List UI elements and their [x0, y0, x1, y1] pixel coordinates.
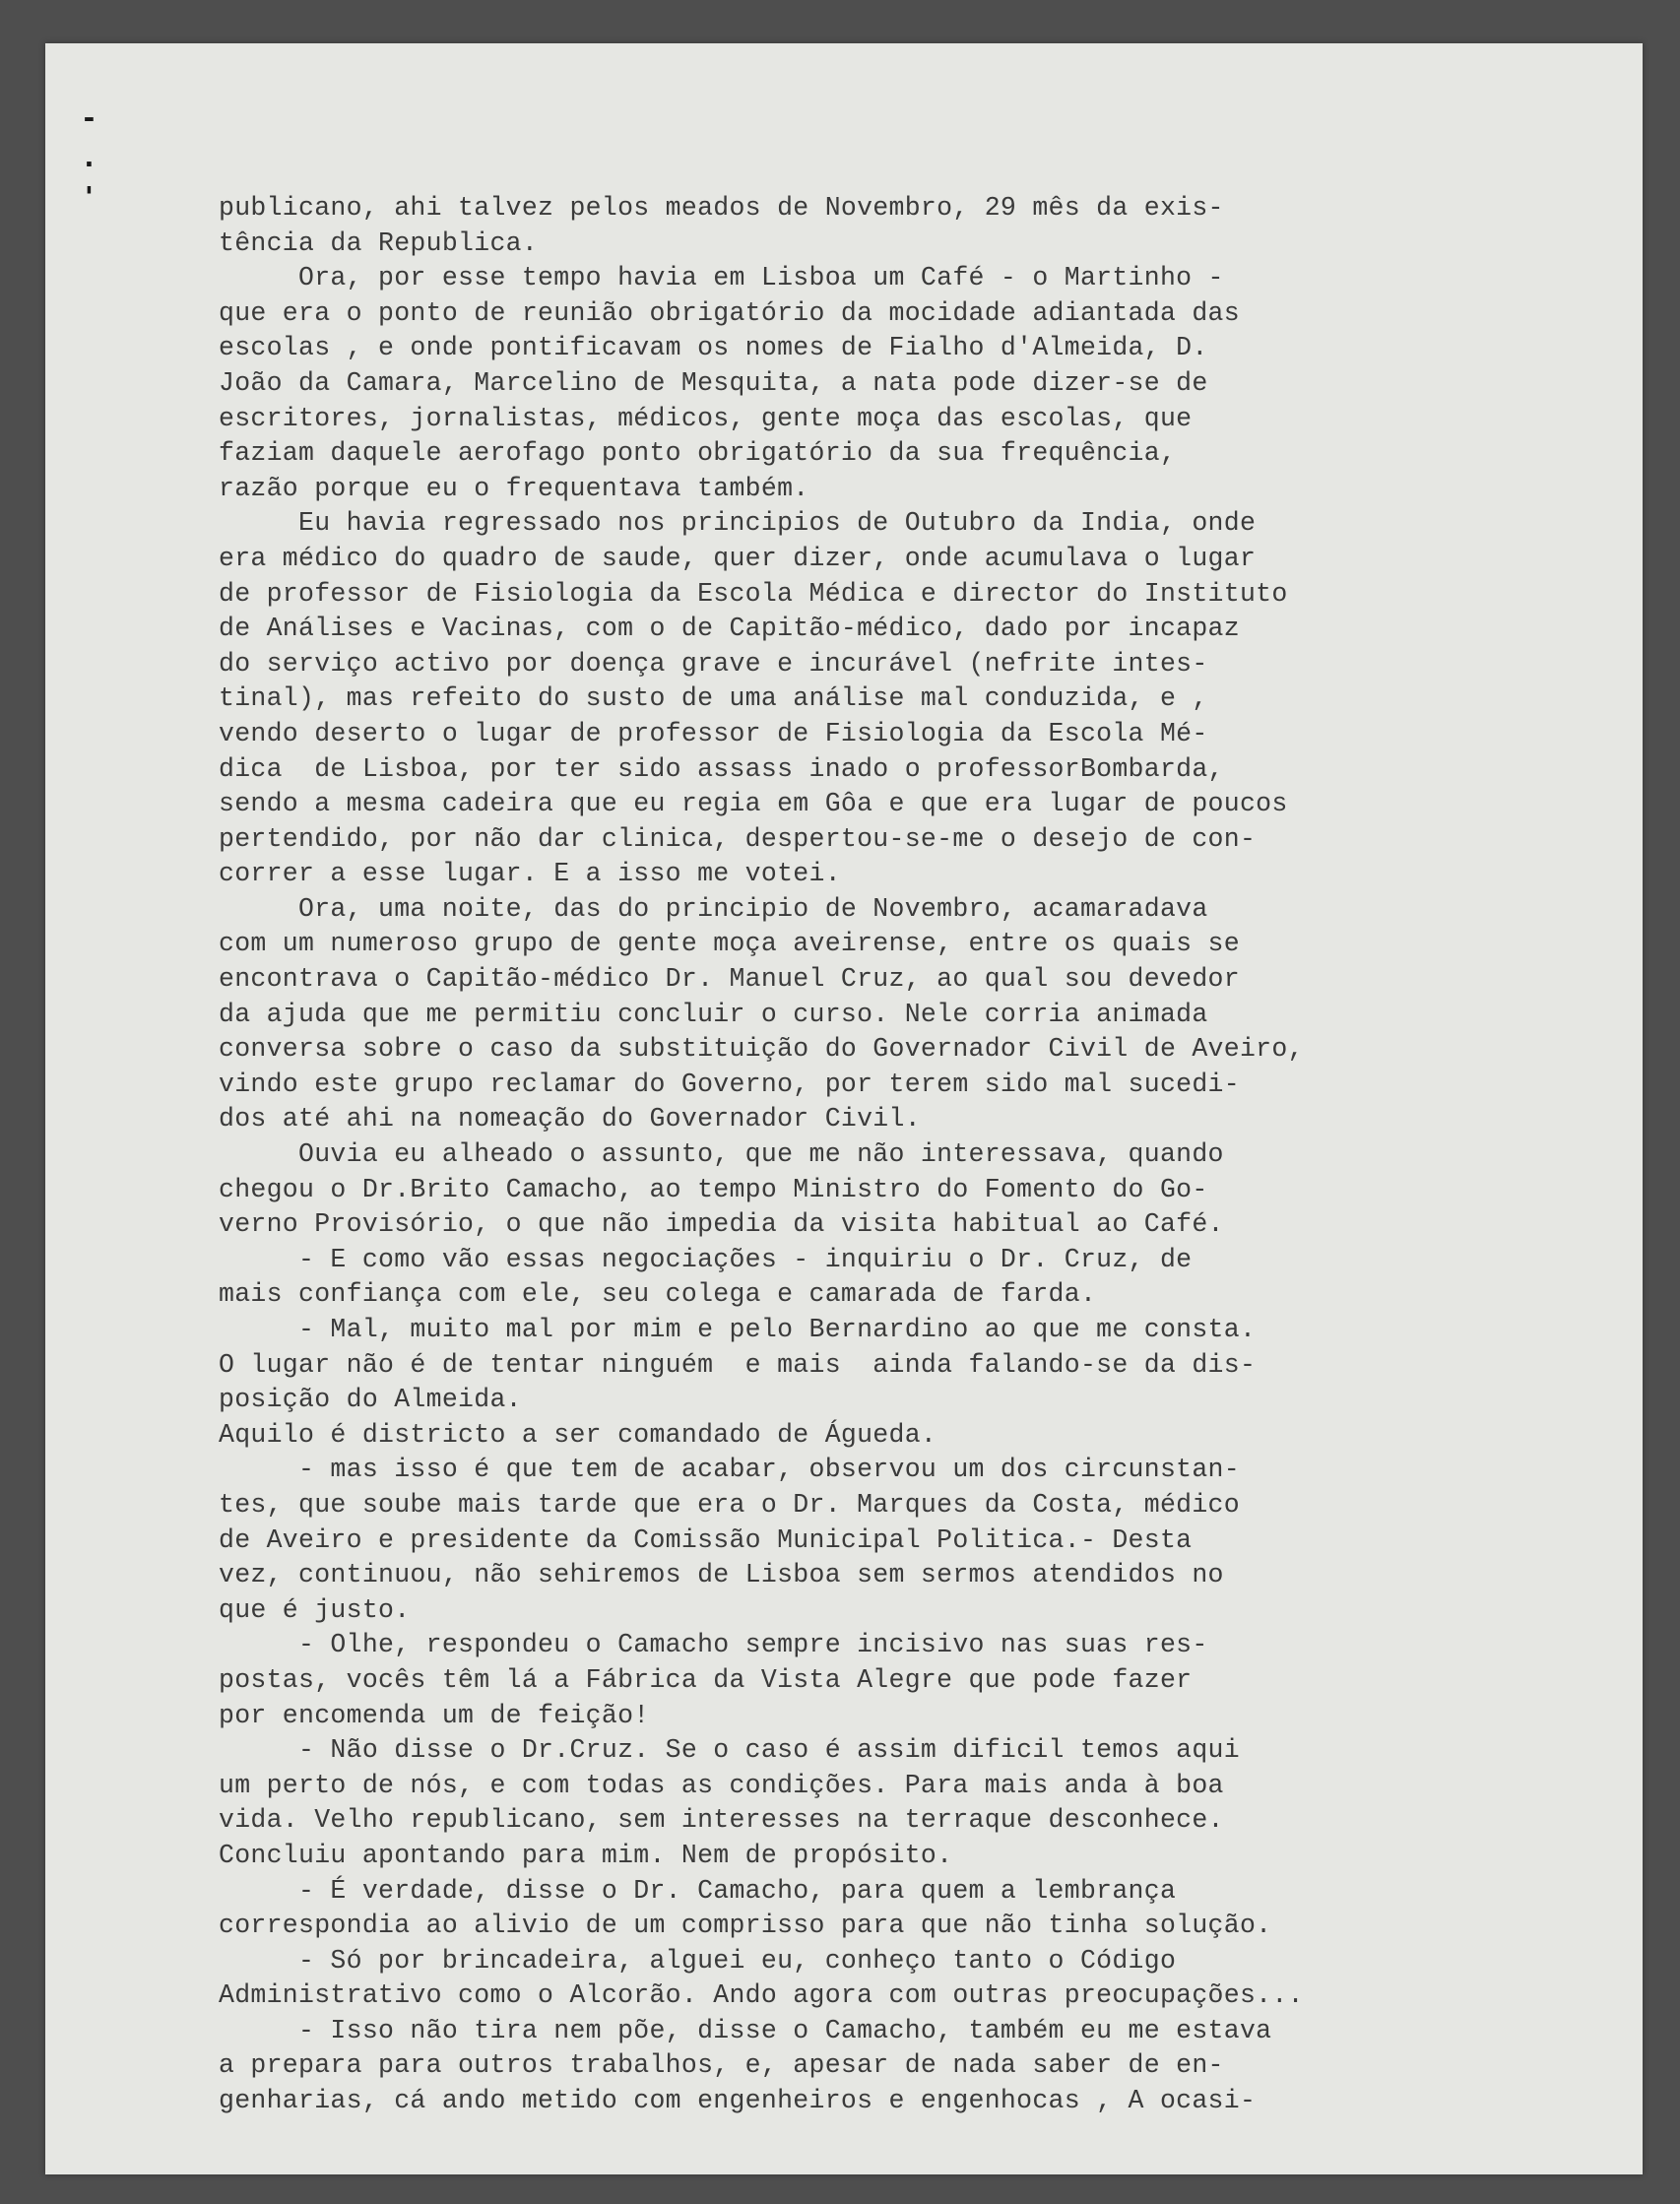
text-line: razão porque eu o frequentava também.: [219, 473, 809, 503]
text-line: Aquilo é districto a ser comandado de Águeda.: [219, 1419, 937, 1450]
text-line: escolas , e onde pontificavam os nomes de Fialho d'Almeida, D.: [219, 333, 1208, 363]
text-line: era médico do quadro de saude, quer dizer, onde acumulava o lugar: [219, 543, 1257, 573]
text-line: tência da Republica.: [219, 227, 539, 258]
text-line: com um numeroso grupo de gente moça aveirense, entre os quais se: [219, 929, 1240, 959]
text-line: mais confiança com ele, seu colega e camarada de farda.: [219, 1279, 1097, 1310]
text-line: a prepara para outros trabalhos, e, apesar de nada saber de en-: [219, 2050, 1224, 2081]
text-line: sendo a mesma cadeira que eu regia em Gôa e que era lugar de poucos: [219, 789, 1288, 819]
text-line: João da Camara, Marcelino de Mesquita, a nata pode dizer-se de: [219, 367, 1208, 398]
text-line: por encomenda um de feição!: [219, 1700, 650, 1730]
text-line: Ora, por esse tempo havia em Lisboa um Café - o Martinho -: [219, 263, 1224, 293]
text-line: - E como vão essas negociações - inquiriu o Dr. Cruz, de: [219, 1244, 1193, 1274]
text-line: correr a esse lugar. E a isso me votei.: [219, 859, 841, 889]
margin-mark: ': [81, 180, 97, 213]
typed-text-body: [219, 191, 1538, 2119]
text-line: faziam daquele aerofago ponto obrigatório da sua frequência,: [219, 438, 1177, 469]
text-line: um perto de nós, e com todas as condições. Para mais anda à boa: [219, 1770, 1224, 1800]
text-line: - Só por brincadeira, alguei eu, conheço tanto o Código: [219, 1945, 1177, 1976]
text-line: que é justo.: [219, 1594, 411, 1625]
text-line: verno Provisório, o que não impedia da visita habitual ao Café.: [219, 1209, 1224, 1240]
text-line: Ora, uma noite, das do principio de Novembro, acamaradava: [219, 893, 1208, 924]
text-line: correspondia ao alivio de um comprisso para que não tinha solução.: [219, 1911, 1272, 1941]
text-line: Eu havia regressado nos principios de Outubro da India, onde: [219, 508, 1257, 539]
text-line: postas, vocês têm lá a Fábrica da Vista Alegre que pode fazer: [219, 1664, 1193, 1695]
text-line: tes, que soube mais tarde que era o Dr. Marques da Costa, médico: [219, 1489, 1240, 1520]
text-line: dica de Lisboa, por ter sido assass inado o professorBombarda,: [219, 753, 1224, 784]
text-line: vez, continuou, não sehiremos de Lisboa sem sermos atendidos no: [219, 1560, 1224, 1590]
text-line: Concluiu apontando para mim. Nem de propósito.: [219, 1840, 953, 1870]
text-line: chegou o Dr.Brito Camacho, ao tempo Ministro do Fomento do Go-: [219, 1174, 1208, 1204]
text-line: encontrava o Capitão-médico Dr. Manuel Cruz, ao qual sou devedor: [219, 964, 1240, 995]
text-line: pertendido, por não dar clinica, despertou-se-me o desejo de con-: [219, 823, 1257, 854]
text-line: do serviço activo por doença grave e incurável (nefrite intes-: [219, 648, 1208, 679]
text-line: que era o ponto de reunião obrigatório da mocidade adiantada das: [219, 297, 1240, 328]
text-line: Administrativo como o Alcorão. Ando agora com outras preocupações...: [219, 1980, 1304, 2011]
text-line: de Análises e Vacinas, com o de Capitão-médico, dado por incapaz: [219, 614, 1240, 644]
text-line: de professor de Fisiologia da Escola Médica e director do Instituto: [219, 578, 1288, 609]
text-line: - É verdade, disse o Dr. Camacho, para quem a lembrança: [219, 1875, 1177, 1906]
margin-punch-marks: [81, 98, 110, 217]
text-line: - mas isso é que tem de acabar, observou um dos circunstan-: [219, 1455, 1240, 1485]
text-line: posição do Almeida.: [219, 1385, 522, 1415]
text-line: vendo deserto o lugar de professor de Fisiologia da Escola Mé-: [219, 718, 1208, 748]
text-line: Ouvia eu alheado o assunto, que me não interessava, quando: [219, 1139, 1224, 1170]
text-line: - Isso não tira nem põe, disse o Camacho, também eu me estava: [219, 2015, 1272, 2045]
text-line: dos até ahi na nomeação do Governador Civil.: [219, 1104, 921, 1134]
text-line: - Não disse o Dr.Cruz. Se o caso é assim dificil temos aqui: [219, 1735, 1240, 1766]
text-line: conversa sobre o caso da substituição do Governador Civil de Aveiro,: [219, 1034, 1304, 1065]
text-line: da ajuda que me permitiu concluir o curso. Nele corria animada: [219, 999, 1208, 1029]
text-line: O lugar não é de tentar ninguém e mais ainda falando-se da dis-: [219, 1349, 1257, 1380]
text-line: de Aveiro e presidente da Comissão Municipal Politica.- Desta: [219, 1524, 1193, 1555]
margin-mark: .: [81, 141, 97, 173]
text-line: - Mal, muito mal por mim e pelo Bernardino ao que me consta.: [219, 1315, 1257, 1344]
margin-mark: -: [81, 101, 97, 134]
text-line: tinal), mas refeito do susto de uma análise mal conduzida, e ,: [219, 683, 1208, 714]
text-line: vida. Velho republicano, sem interesses na terraque desconhece.: [219, 1805, 1224, 1836]
text-line: - Olhe, respondeu o Camacho sempre incisivo nas suas res-: [219, 1630, 1208, 1660]
text-line: vindo este grupo reclamar do Governo, por terem sido mal sucedi-: [219, 1069, 1240, 1099]
text-line: publicano, ahi talvez pelos meados de Novembro, 29 mês da exis-: [219, 193, 1224, 223]
text-line: escritores, jornalistas, médicos, gente moça das escolas, que: [219, 403, 1193, 433]
text-line: genharias, cá ando metido com engenheiros e engenhocas , A ocasi-: [219, 2086, 1257, 2116]
